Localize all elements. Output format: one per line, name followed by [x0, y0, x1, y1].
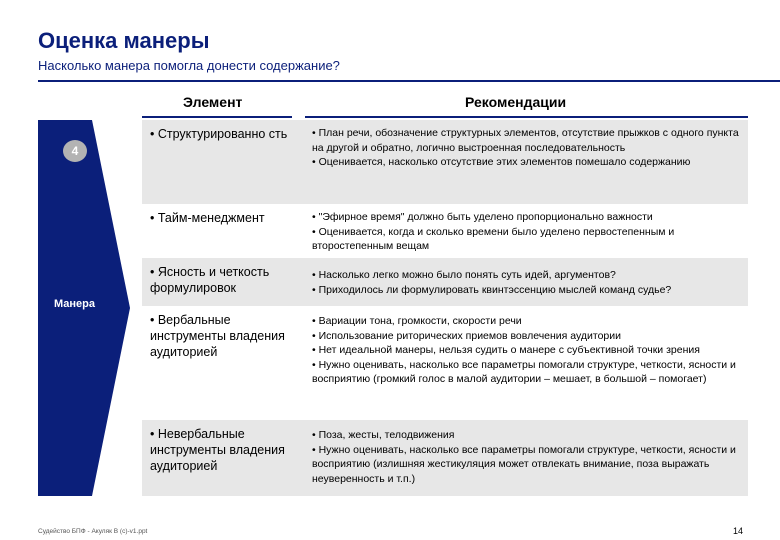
- recommendation-item: • Оценивается, когда и сколько времени было уделено первостепенным и второстепенным вещам: [312, 225, 675, 252]
- recommendation-item: • Нет идеальной манеры, нельзя судить о манере с субъективной точки зрения: [312, 344, 700, 356]
- row-recommendations: [312, 428, 740, 486]
- table-row: [142, 120, 748, 204]
- column-header-recommendations: Рекомендации: [465, 94, 567, 110]
- recommendation-item: • Поза, жесты, телодвижения: [312, 429, 455, 441]
- page-number: 14: [733, 526, 744, 536]
- table-row: [142, 420, 748, 496]
- row-element: • Невербальные инструменты владения аудиторией: [150, 427, 285, 473]
- table-row: [142, 306, 748, 420]
- row-recommendations: [312, 210, 740, 254]
- column-header-element: Элемент: [183, 94, 243, 110]
- recommendation-item: • Насколько легко можно было понять суть идей, аргументов?: [312, 269, 616, 281]
- recommendation-item: • Вариации тона, громкости, скорости речи: [312, 315, 522, 327]
- page-subtitle: Насколько манера помогла донести содержание?: [38, 58, 340, 73]
- row-element: • Ясность и четкость формулировок: [150, 265, 270, 295]
- recommendation-item: • Нужно оценивать, насколько все параметры помогали структуре, четкости, ясности и восприятию (громкий голос в малой аудитории – мешает, в большой – помогает): [312, 358, 736, 385]
- row-element: • Тайм-менеджмент: [150, 211, 265, 225]
- row-recommendations: [312, 314, 740, 387]
- column-header-recommendations-underline: [305, 116, 748, 118]
- step-number-badge: 4: [63, 140, 87, 162]
- footer-source: Судейство БПФ - Акуляк В (с)-v1.ppt: [38, 528, 148, 535]
- page-title: Оценка манеры: [38, 28, 210, 53]
- row-element: • Структурированно сть: [150, 127, 288, 141]
- row-recommendations: [312, 126, 740, 170]
- recommendation-item: • "Эфирное время" должно быть уделено пропорционально важности: [312, 211, 653, 223]
- recommendation-item: • Оценивается, насколько отсутствие этих элементов помешало содержанию: [312, 156, 691, 168]
- category-label: Манера: [54, 298, 96, 310]
- recommendation-item: • Приходилось ли формулировать квинтэссенцию мыслей команд судье?: [312, 283, 672, 296]
- recommendation-item: • План речи, обозначение структурных элементов, отсутствие прыжков с одного пункта на другой и обратно, логично выстроенная последовательность: [312, 127, 739, 154]
- column-header-element-underline: [142, 116, 292, 118]
- table-row: [142, 258, 748, 306]
- row-recommendations: [312, 268, 740, 297]
- row-element: • Вербальные инструменты владения аудиторией: [150, 313, 285, 359]
- title-divider: [38, 80, 780, 82]
- table-row: [142, 204, 748, 258]
- recommendation-item: • Нужно оценивать, насколько все параметры помогали структуре, четкости, ясности и восприятию (излишняя жестикуляция может отвлекать внимание, поза выражать неуверенность и т.п.): [312, 443, 736, 485]
- recommendation-item: • Использование риторических приемов вовлечения аудитории: [312, 329, 621, 342]
